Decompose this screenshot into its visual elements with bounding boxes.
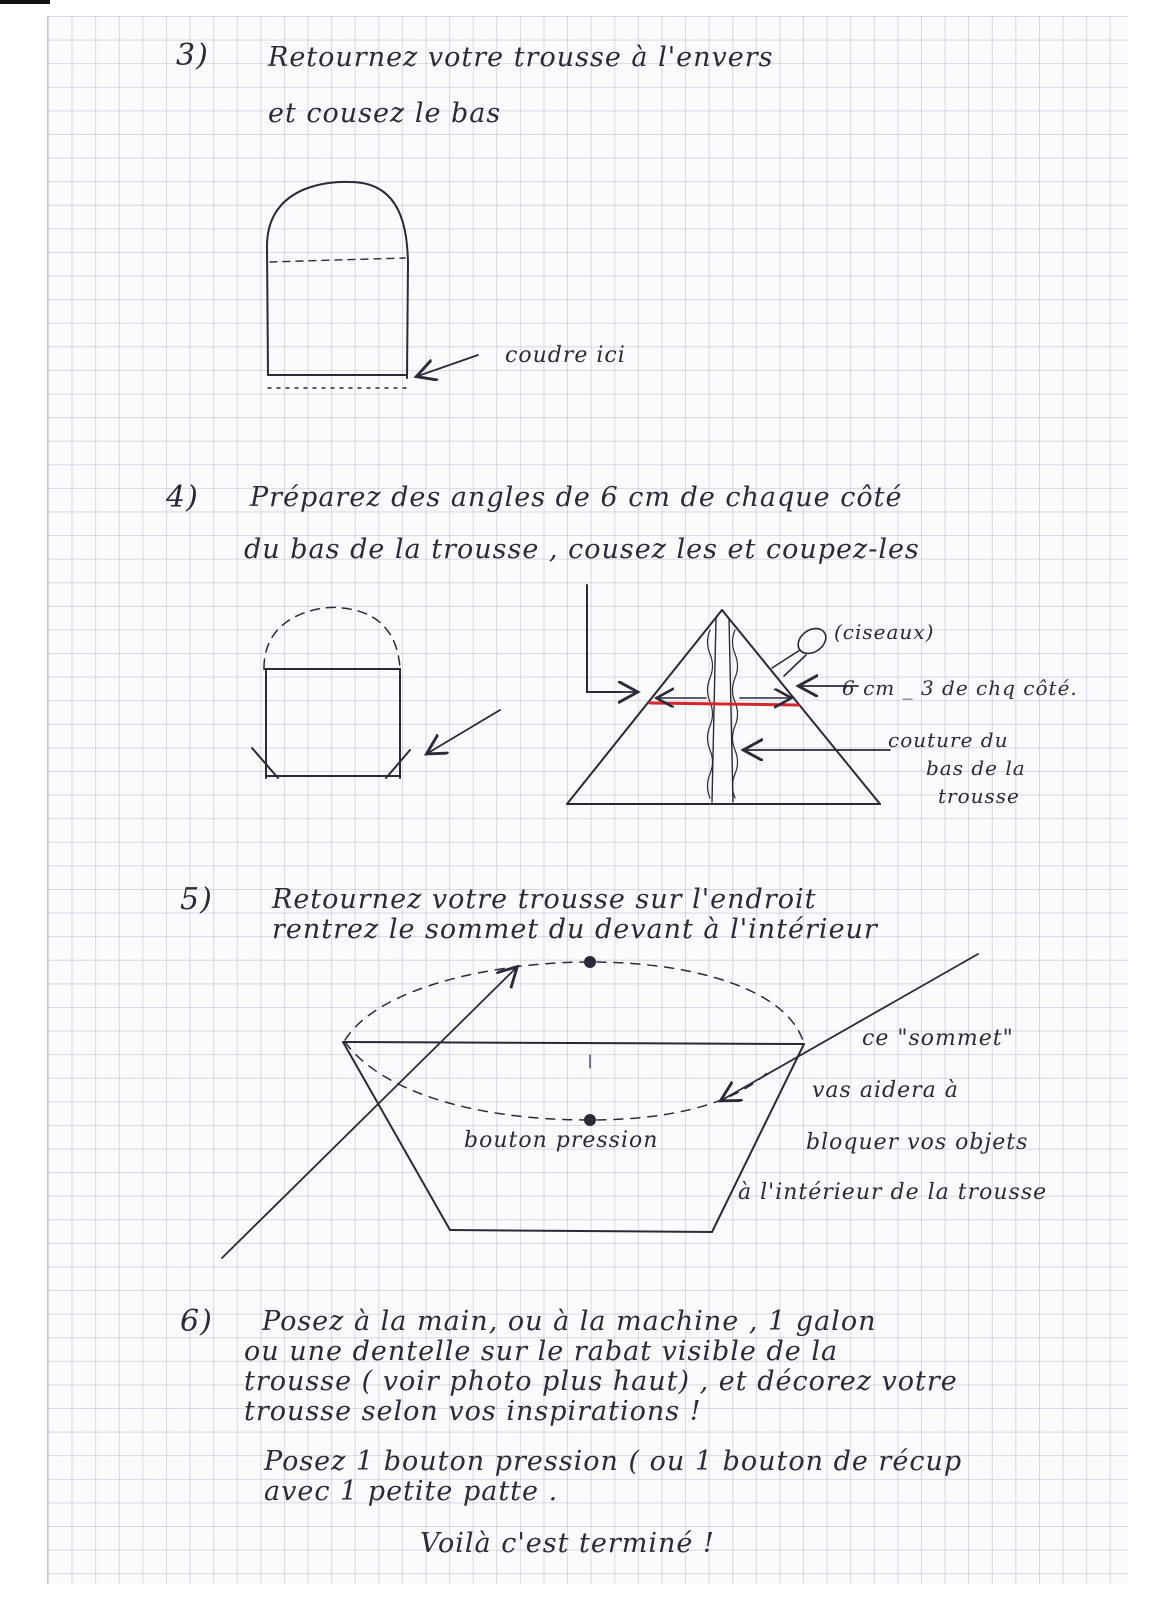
step3-line-2: et cousez le bas	[268, 98, 502, 129]
step6-line-1: Posez à la main, ou à la machine , 1 galon	[262, 1306, 877, 1337]
note-line-4: à l'intérieur de la trousse	[738, 1180, 1048, 1205]
scissors-label: (ciseaux)	[834, 620, 935, 644]
seam-label-2: bas de la	[926, 756, 1026, 780]
step4-line-2: du bas de la trousse , cousez les et coupez-les	[244, 534, 920, 565]
step4-number: 4)	[166, 480, 199, 515]
step6-number: 6)	[180, 1304, 213, 1339]
step6-line-2: ou une dentelle sur le rabat visible de la	[244, 1336, 839, 1367]
step5-line-2: rentrez le sommet du devant à l'intérieur	[272, 914, 878, 945]
step6-extra-2: avec 1 petite patte .	[264, 1476, 559, 1507]
note-line-2: vas aidera à	[812, 1078, 959, 1103]
step6-extra-1: Posez 1 bouton pression ( ou 1 bouton de récup	[264, 1446, 963, 1477]
snap-button-bottom	[584, 1114, 596, 1126]
step3-line-1: Retournez votre trousse à l'envers	[268, 42, 774, 73]
closing-line: Voilà c'est terminé !	[420, 1528, 715, 1559]
snap-button-top	[584, 956, 596, 968]
step4-line-1: Préparez des angles de 6 cm de chaque côté	[250, 482, 903, 513]
scissors-icon	[772, 623, 831, 676]
step3-pouch-diagram	[267, 182, 478, 388]
step4-corner-diagram	[252, 607, 500, 778]
step3-number: 3)	[176, 38, 209, 73]
note-line-3: bloquer vos objets	[806, 1130, 1029, 1155]
step5-pouch-diagram	[222, 954, 978, 1258]
sew-here-label: coudre ici	[505, 343, 626, 368]
step6-line-4: trousse selon vos inspirations !	[244, 1396, 702, 1427]
six-cm-label: 6 cm _ 3 de chq côté.	[842, 676, 1078, 700]
step5-line-1: Retournez votre trousse sur l'endroit	[272, 884, 817, 915]
step5-number: 5)	[180, 882, 213, 917]
snap-label: bouton pression	[464, 1128, 659, 1153]
note-line-1: ce "sommet"	[862, 1026, 1014, 1051]
seam-label-1: couture du	[888, 728, 1009, 752]
seam-label-3: trousse	[938, 784, 1020, 808]
step6-line-3: trousse ( voir photo plus haut) , et décorez votre	[244, 1366, 958, 1397]
